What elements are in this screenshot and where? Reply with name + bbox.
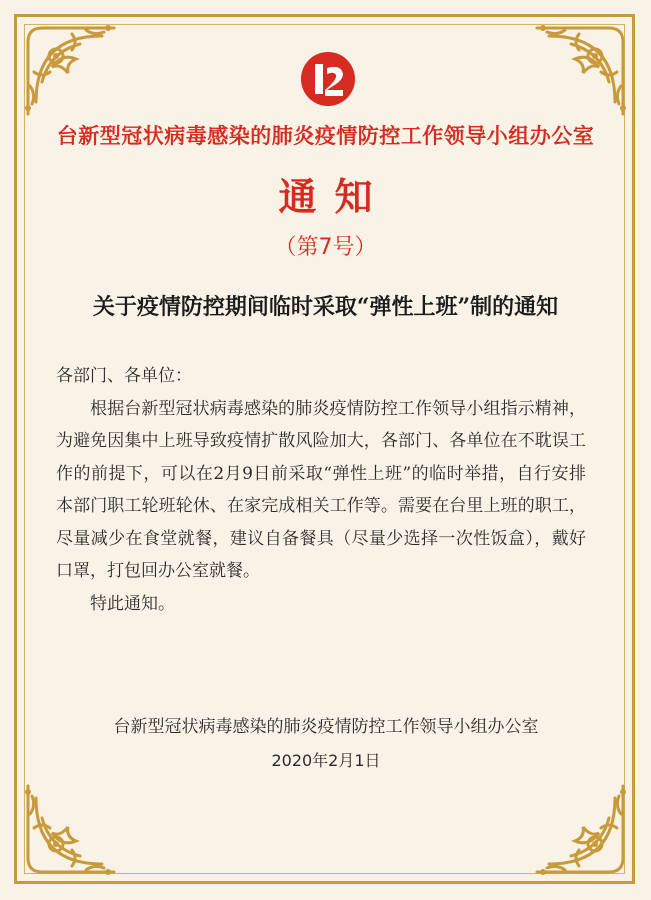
ornamental-corner-icon — [531, 22, 629, 120]
ornamental-corner-icon — [22, 22, 120, 120]
notice-body — [56, 360, 586, 620]
salutation: 各部门、各单位： — [56, 366, 192, 386]
ornamental-corner-icon — [22, 780, 120, 878]
signature-organization: 台新型冠状病毒感染的肺炎疫情防控工作领导小组办公室 — [113, 717, 539, 737]
signature-date: 2020年2月1日 — [271, 751, 381, 770]
ornamental-corner-icon — [531, 780, 629, 878]
station-logo-icon — [299, 50, 357, 108]
notice-number: （第7号） — [274, 235, 377, 260]
notice-title: 通知 — [278, 175, 391, 219]
notice-subject: 关于疫情防控期间临时采取“弹性上班”制的通知 — [92, 294, 559, 320]
closing-line: 特此通知。 — [90, 593, 175, 614]
organization-header: 台新型冠状病毒感染的肺炎疫情防控工作领导小组办公室 — [56, 124, 595, 148]
body-paragraph: 根据台新型冠状病毒感染的肺炎疫情防控工作领导小组指示精神，为避免因集中上班导致疫情扩散风险加大，各部门、各单位在不耽误工作的前提下，可以在2月9日前采取“弹性上班”的临时举措，自行安排本部门职工轮班轮休、在家完成相关工作等。需要在台里上班的职工，尽量减少在食堂就餐，建议自备餐具（尽量少选择一次性饭盒），戴好口罩，打包回办公室就餐。 — [56, 398, 586, 581]
